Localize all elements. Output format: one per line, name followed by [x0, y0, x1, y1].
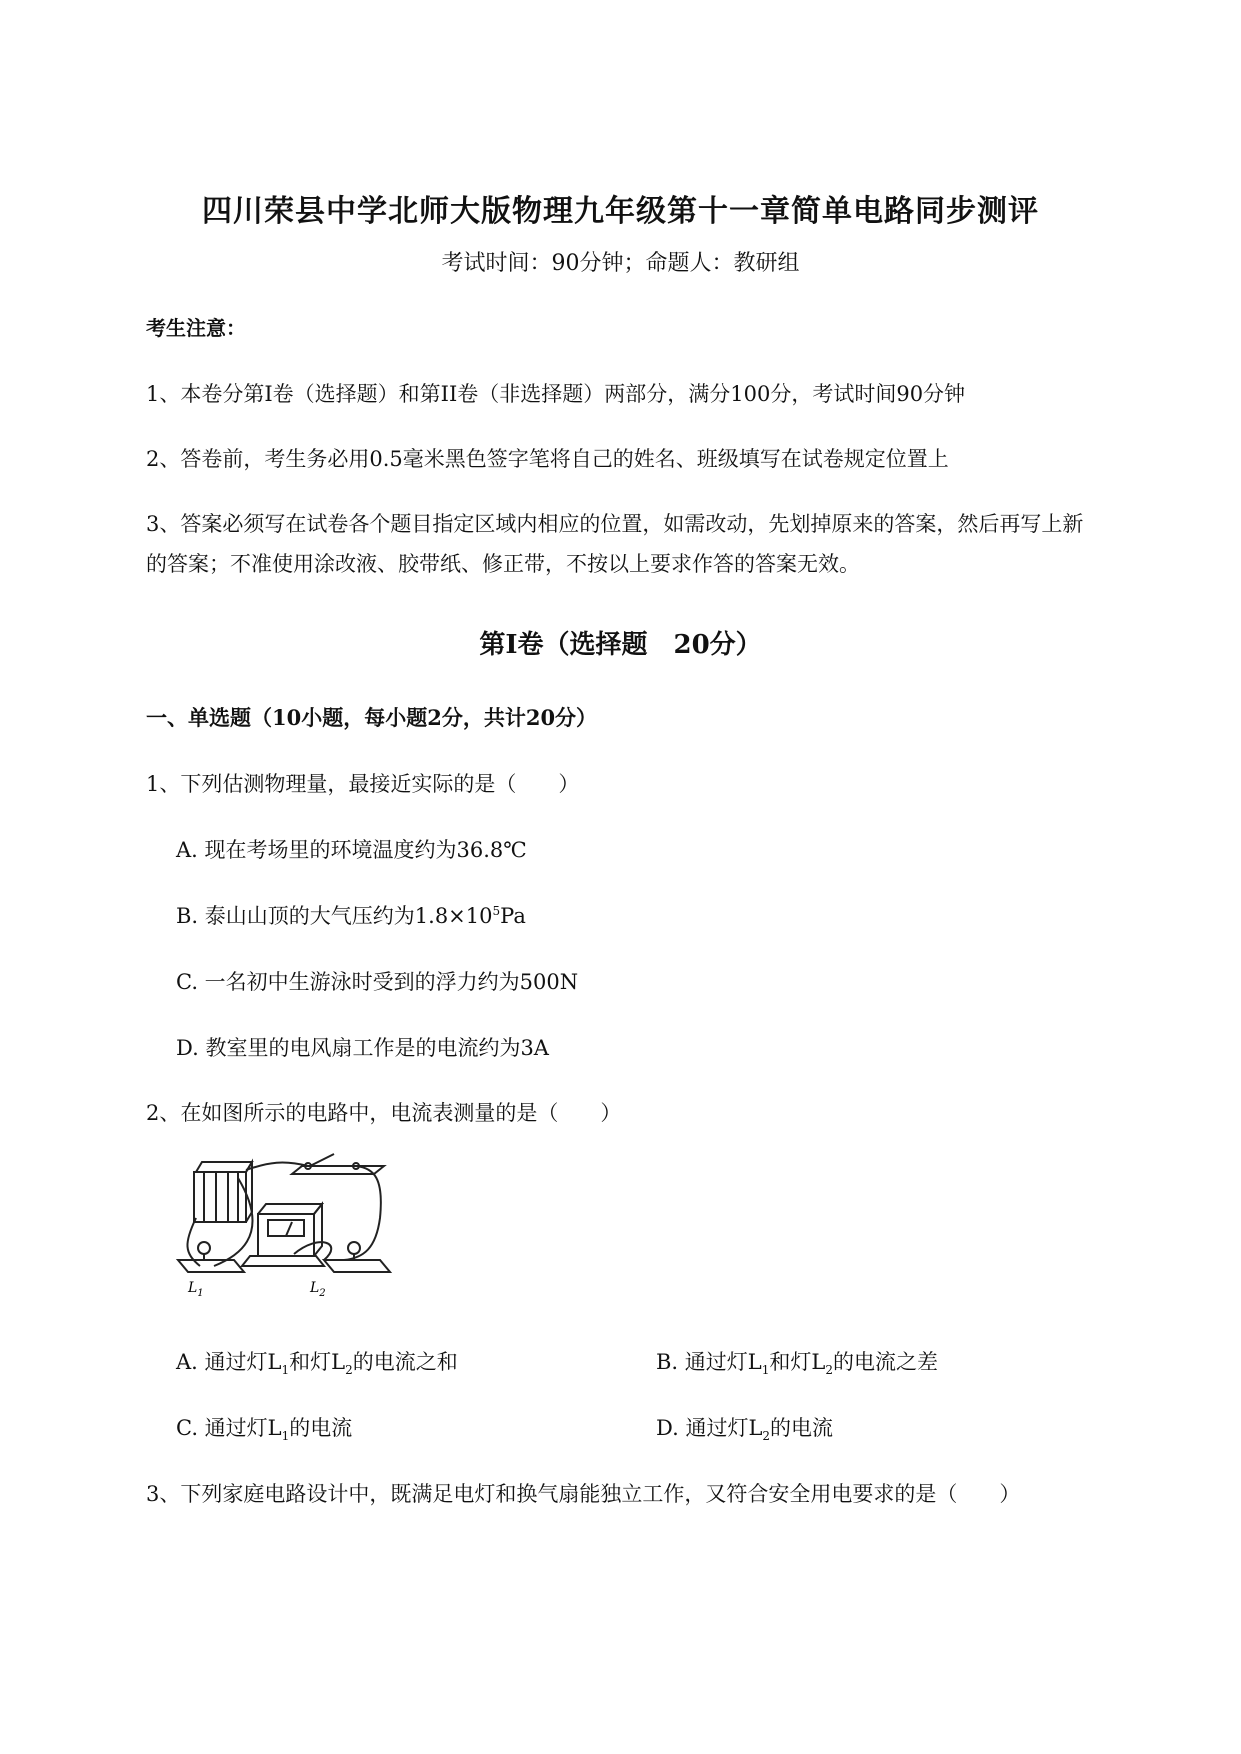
q2-option-d: D. 通过灯$L_2$的电流	[656, 1416, 834, 1444]
q2-stem: 2、在如图所示的电路中，电流表测量的是（ ）	[146, 1101, 622, 1125]
lamp-l1-base	[178, 1260, 244, 1272]
label-l2: $L_2$	[310, 1280, 326, 1298]
part-title: 一、单选题（10小题，每小题2分，共计20分）	[146, 705, 598, 730]
exam-subtitle: 考试时间：90分钟；命题人：教研组	[441, 251, 800, 276]
section-title: 第I卷（选择题 20分）	[479, 630, 762, 660]
q1-option-d: D. 教室里的电风扇工作是的电流约为3A	[176, 1036, 549, 1060]
notice-item-3-cont: 的答案；不准使用涂改液、胶带纸、修正带，不按以上要求作答的答案无效。	[146, 552, 860, 576]
q1-option-a: A. 现在考场里的环境温度约为36.8℃	[176, 838, 527, 862]
circuit-diagram	[174, 1148, 404, 1298]
exam-title: 四川荣县中学北师大版物理九年级第十一章简单电路同步测评	[202, 194, 1039, 229]
q3-stem: 3、下列家庭电路设计中，既满足电灯和换气扇能独立工作，又符合安全用电要求的是（ ）	[146, 1482, 1021, 1506]
lamp-l2-bulb	[348, 1242, 360, 1254]
notice-item-1: 1、本卷分第I卷（选择题）和第II卷（非选择题）两部分，满分100分，考试时间90分钟	[146, 382, 966, 406]
q2-option-a: A. 通过灯$L_1$和灯$L_2$的电流之和	[176, 1350, 458, 1378]
lamp-l1-bulb	[198, 1242, 210, 1254]
q2-option-c: C. 通过灯$L_1$的电流	[176, 1416, 353, 1444]
label-l1: $L_1$	[188, 1280, 204, 1298]
lamp-l2-base	[324, 1260, 390, 1272]
notice-item-2: 2、答卷前，考生务必用0.5毫米黑色签字笔将自己的姓名、班级填写在试卷规定位置上	[146, 447, 949, 471]
notice-heading: 考生注意：	[146, 316, 246, 340]
q2-option-b: B. 通过灯$L_1$和灯$L_2$的电流之差	[656, 1350, 938, 1378]
q1-option-b: B. 泰山山顶的大气压约为$1.8\times 10^5Pa$	[176, 904, 526, 928]
q1-option-c: C. 一名初中生游泳时受到的浮力约为500N	[176, 970, 579, 994]
notice-item-3: 3、答案必须写在试卷各个题目指定区域内相应的位置，如需改动，先划掉原来的答案，然后再写上新	[146, 512, 1084, 536]
q1-stem: 1、下列估测物理量，最接近实际的是（ ）	[146, 772, 580, 796]
